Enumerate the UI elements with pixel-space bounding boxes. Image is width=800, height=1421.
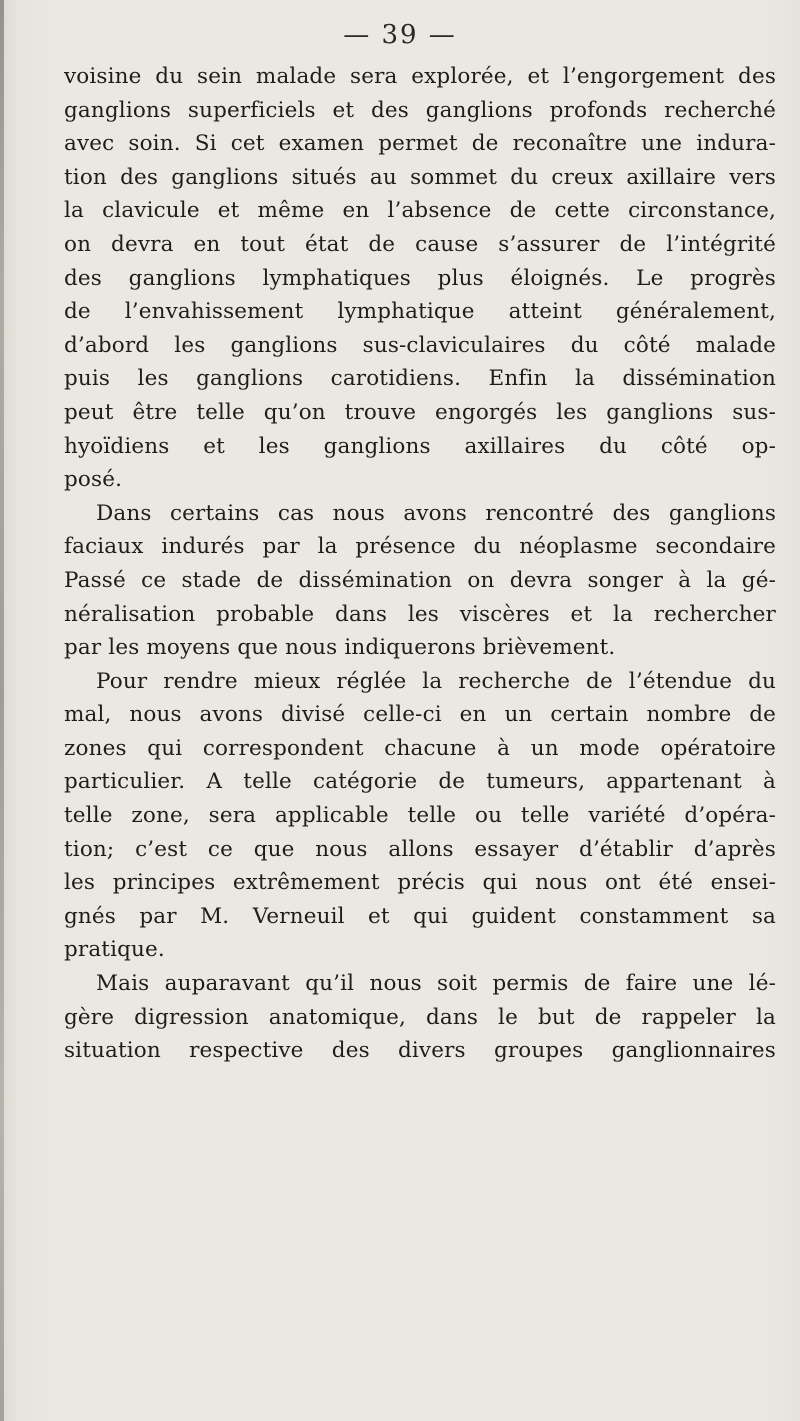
text-line: voisine du sein malade sera explorée, et l’engorgement des (64, 64, 776, 89)
text-line: tion; c’est ce que nous allons essayer d’établir d’après (64, 836, 776, 862)
body-text (64, 60, 776, 1068)
text-line: situation respective des divers groupes ganglionnaires (64, 1038, 776, 1064)
text-line: des ganglions lymphatiques plus éloignés. Le progrès (64, 265, 776, 291)
text-line: particulier. A telle catégorie de tumeurs, appartenant à (64, 769, 776, 795)
text-line: de l’envahissement lymphatique atteint généralement, (64, 299, 776, 325)
text-line: d’abord les ganglions sus-claviculaires du côté malade (64, 332, 776, 358)
text-line: hyoïdiens et les ganglions axillaires du côté op- (64, 433, 776, 459)
text-line: tion des ganglions situés au sommet du creux axillaire vers (64, 164, 776, 190)
text-line: Passé ce stade de dissémination on devra songer à la gé- (64, 567, 776, 593)
page-binding-edge (0, 0, 4, 1421)
text-line: Pour rendre mieux réglée la recherche de l’étendue du (96, 668, 776, 694)
text-line: gère digression anatomique, dans le but de rappeler la (64, 1004, 776, 1030)
text-line: mal, nous avons divisé celle-ci en un certain nombre de (64, 702, 776, 728)
text-line: la clavicule et même en l’absence de cette circonstance, (64, 198, 776, 224)
text-line: puis les ganglions carotidiens. Enfin la dissémination (64, 366, 776, 392)
text-line: gnés par M. Verneuil et qui guident constamment sa (64, 903, 776, 929)
text-line: les principes extrêmement précis qui nous ont été ensei- (64, 870, 776, 896)
text-line: peut être telle qu’on trouve engorgés les ganglions sus- (64, 399, 776, 425)
text-line: faciaux indurés par la présence du néoplasme secondaire (64, 534, 776, 560)
page-number: — 39 — (343, 20, 457, 50)
text-line: Dans certains cas nous avons rencontré des ganglions (96, 500, 776, 526)
text-line: pratique. (64, 937, 165, 963)
text-line: posé. (64, 467, 123, 493)
text-line: zones qui correspondent chacune à un mode opératoire (64, 735, 776, 761)
text-line: Mais auparavant qu’il nous soit permis de faire une lé- (96, 971, 776, 997)
text-line: on devra en tout état de cause s’assurer de l’intégrité (64, 231, 776, 257)
text-line: ganglions superficiels et des ganglions profonds recherché (64, 97, 776, 123)
text-line: telle zone, sera applicable telle ou telle variété d’opéra- (64, 803, 776, 829)
text-line: néralisation probable dans les viscères et la rechercher (64, 601, 776, 627)
text-line: avec soin. Si cet examen permet de reconaître une indura- (64, 131, 776, 157)
text-line: par les moyens que nous indiquerons brièvement. (64, 635, 616, 661)
